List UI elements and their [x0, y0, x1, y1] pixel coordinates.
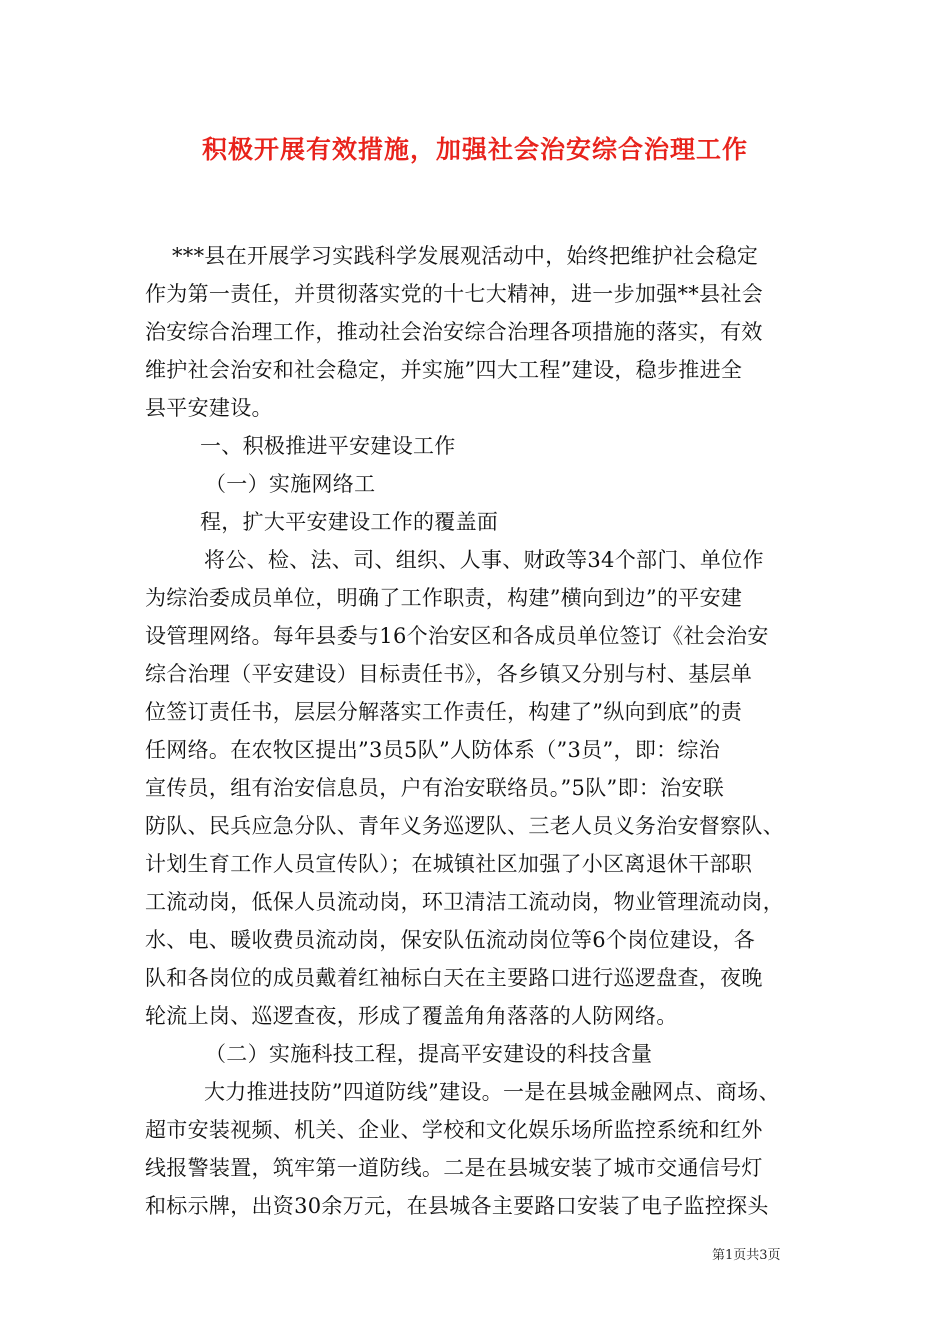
body-line: 超市安装视频、机关、企业、学校和文化娱乐场所监控系统和红外: [145, 1118, 763, 1142]
body-line: 水、电、暖收费员流动岗，保安队伍流动岗位等6个岗位建设，各: [145, 928, 756, 952]
body-line: 任网络。在农牧区提出”3员5队”人防体系（”3员”，即：综治: [145, 738, 721, 762]
subsection-heading: （二）实施科技工程，提高平安建设的科技含量: [205, 1042, 653, 1066]
body-line: 防队、民兵应急分队、青年义务巡逻队、三老人员义务治安督察队、: [145, 814, 784, 838]
body-line: 设管理网络。每年县委与16个治安区和各成员单位签订《社会治安: [145, 624, 769, 648]
body-line: 工流动岗，低保人员流动岗，环卫清洁工流动岗，物业管理流动岗，: [145, 890, 784, 914]
body-line: 将公、检、法、司、组织、人事、财政等34个部门、单位作: [204, 548, 764, 572]
subsection-heading: （一）实施网络工: [205, 472, 376, 496]
body-line: 作为第一责任，并贯彻落实党的十七大精神，进一步加强**县社会: [145, 282, 763, 306]
body-line: 和标示牌，出资30余万元，在县城各主要路口安装了电子监控探头: [145, 1194, 769, 1218]
body-line: 计划生育工作人员宣传队）；在城镇社区加强了小区离退休干部职: [145, 852, 753, 876]
body-line: 综合治理（平安建设）目标责任书》，各乡镇又分别与村、基层单: [145, 662, 753, 686]
body-line: 维护社会治安和社会稳定，并实施”四大工程”建设，稳步推进全: [145, 358, 743, 382]
section-heading: 一、积极推进平安建设工作: [200, 434, 456, 458]
body-line: 轮流上岗、巡逻查夜，形成了覆盖角角落落的人防网络。: [145, 1004, 678, 1028]
body-line: 为综治委成员单位，明确了工作职责，构建”横向到边”的平安建: [145, 586, 743, 610]
body-line: 位签订责任书，层层分解落实工作责任，构建了”纵向到底”的责: [145, 700, 743, 724]
body-line: ***县在开展学习实践科学发展观活动中，始终把维护社会稳定: [172, 244, 759, 268]
body-line: 大力推进技防”四道防线”建设。一是在县城金融网点、商场、: [204, 1080, 780, 1104]
body-line: 宣传员，组有治安信息员，户有治安联络员。”5队”即：治安联: [145, 776, 725, 800]
body-line: 线报警装置，筑牢第一道防线。二是在县城安装了城市交通信号灯: [145, 1156, 763, 1180]
page-number: 第1页共3页: [712, 1248, 781, 1263]
document-title: 积极开展有效措施，加强社会治安综合治理工作: [201, 135, 748, 164]
body-line: 队和各岗位的成员戴着红袖标白天在主要路口进行巡逻盘查，夜晚: [145, 966, 763, 990]
body-line: 治安综合治理工作，推动社会治安综合治理各项措施的落实，有效: [145, 320, 763, 344]
body-line: 县平安建设。: [145, 396, 273, 420]
subsection-heading-continued: 程，扩大平安建设工作的覆盖面: [200, 510, 499, 534]
